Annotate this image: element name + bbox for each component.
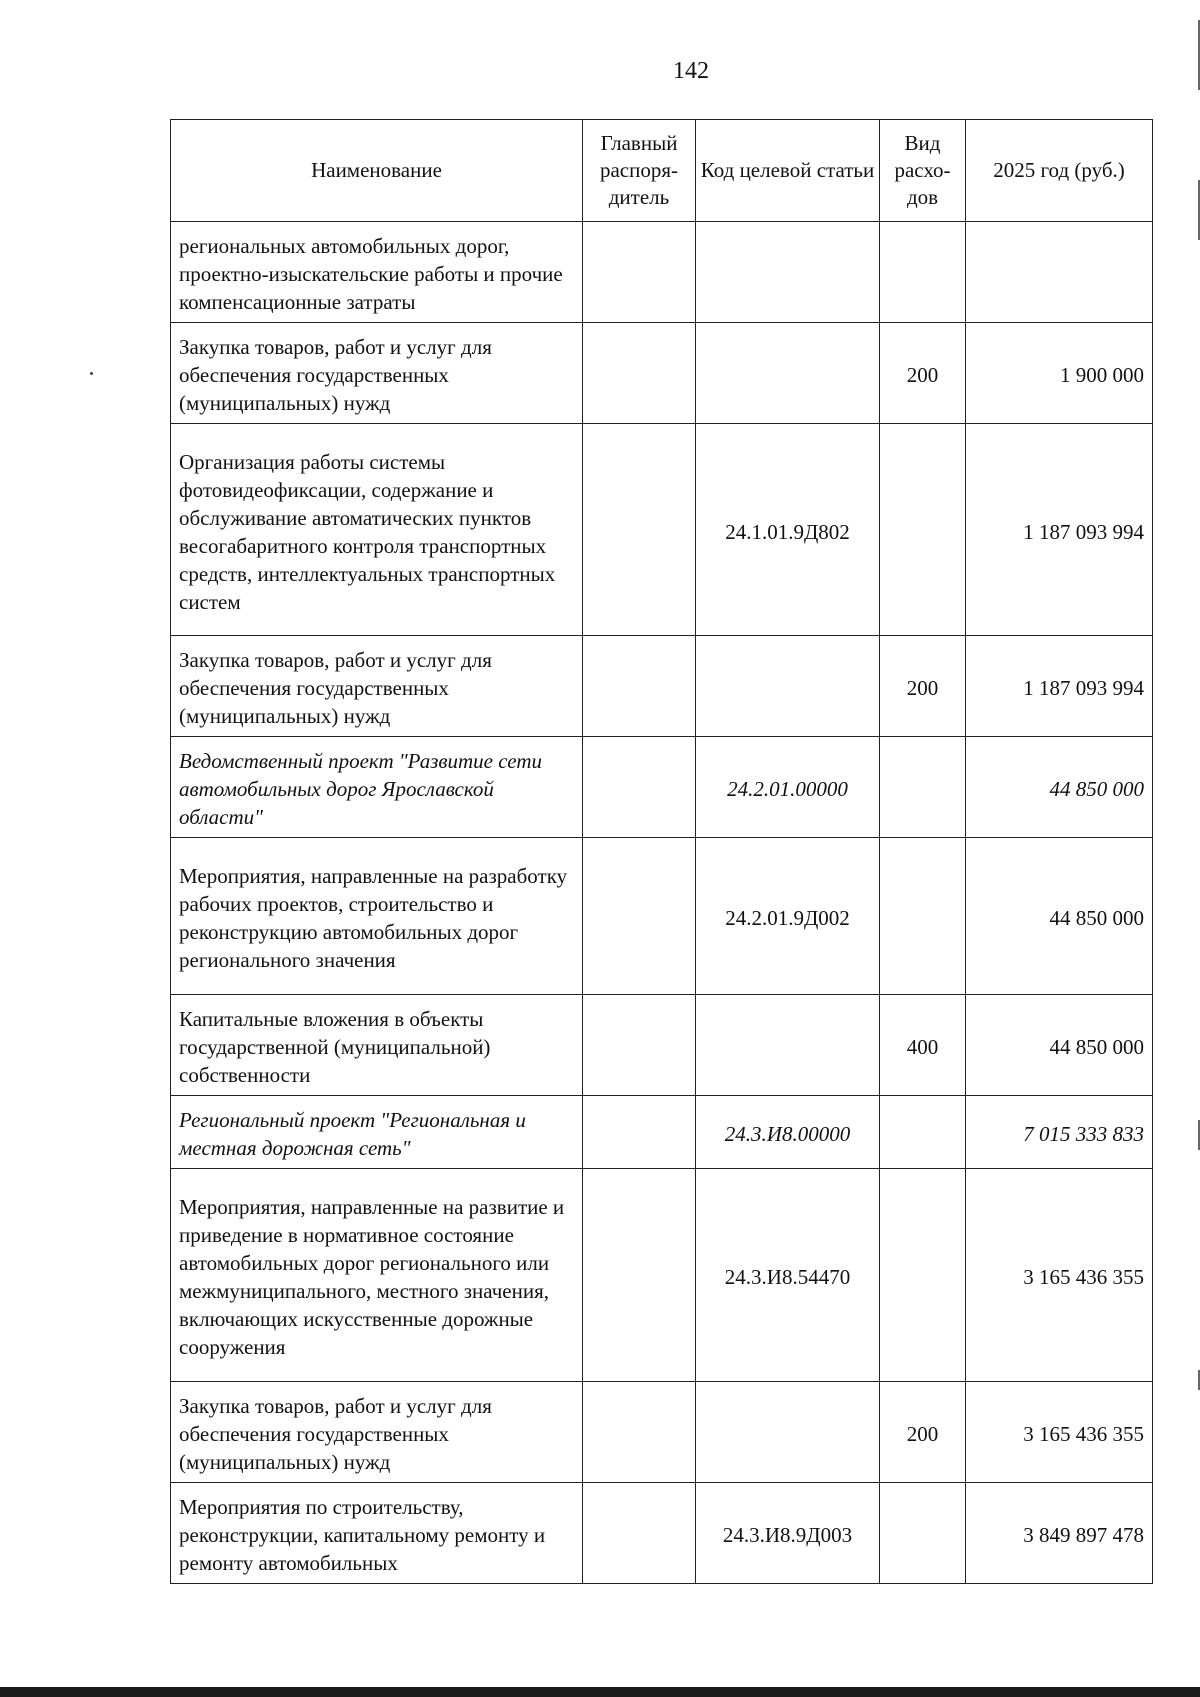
table-row <box>171 737 1153 838</box>
cell-code: 24.3.И8.00000 <box>696 1096 880 1169</box>
table-row <box>171 1382 1153 1483</box>
table-row <box>171 1096 1153 1169</box>
table-row <box>171 636 1153 737</box>
cell-name: Мероприятия, направленные на развитие и приведение в нормативное состояние автомобильных дорог регионального или межмуниципального, местного значения, включающих искусственные дорожные сооружения <box>171 1169 583 1382</box>
cell-name: Мероприятия, направленные на разработку рабочих проектов, строительство и реконструкцию автомобильных дорог регионального значения <box>171 838 583 995</box>
cell-code <box>696 636 880 737</box>
cell-main <box>583 1169 696 1382</box>
table-row <box>171 323 1153 424</box>
table-row <box>171 424 1153 636</box>
cell-name: Организация работы системы фотовидеофиксации, содержание и обслуживание автоматических пунктов весогабаритного контроля транспортных средств, интеллектуальных транспортных систем <box>171 424 583 636</box>
cell-code: 24.1.01.9Д802 <box>696 424 880 636</box>
cell-amount: 3 165 436 355 <box>966 1169 1153 1382</box>
cell-amount <box>966 222 1153 323</box>
cell-main <box>583 737 696 838</box>
header-target-code: Код целевой статьи <box>696 120 880 222</box>
cell-amount: 1 187 093 994 <box>966 636 1153 737</box>
scan-speck <box>90 372 93 375</box>
table-row <box>171 1169 1153 1382</box>
cell-code: 24.3.И8.54470 <box>696 1169 880 1382</box>
cell-kind <box>880 1483 966 1584</box>
cell-main <box>583 1382 696 1483</box>
cell-main <box>583 1096 696 1169</box>
cell-code: 24.2.01.9Д002 <box>696 838 880 995</box>
cell-kind <box>880 1096 966 1169</box>
cell-kind: 200 <box>880 1382 966 1483</box>
cell-name: Закупка товаров, работ и услуг для обеспечения государственных (муниципальных) нужд <box>171 636 583 737</box>
page-number: 142 <box>673 58 709 84</box>
cell-code: 24.2.01.00000 <box>696 737 880 838</box>
cell-kind <box>880 838 966 995</box>
cell-code <box>696 323 880 424</box>
cell-name: Закупка товаров, работ и услуг для обеспечения государственных (муниципальных) нужд <box>171 323 583 424</box>
cell-main <box>583 636 696 737</box>
cell-amount: 7 015 333 833 <box>966 1096 1153 1169</box>
cell-name: Мероприятия по строительству, реконструкции, капитальному ремонту и ремонту автомобильных <box>171 1483 583 1584</box>
cell-code: 24.3.И8.9Д003 <box>696 1483 880 1584</box>
cell-kind: 200 <box>880 323 966 424</box>
cell-main <box>583 424 696 636</box>
cell-code <box>696 222 880 323</box>
cell-amount: 3 165 436 355 <box>966 1382 1153 1483</box>
scan-bottom-edge <box>0 1687 1200 1697</box>
cell-main <box>583 838 696 995</box>
cell-code <box>696 1382 880 1483</box>
cell-name: Закупка товаров, работ и услуг для обеспечения государственных (муниципальных) нужд <box>171 1382 583 1483</box>
cell-kind <box>880 737 966 838</box>
table-row <box>171 1483 1153 1584</box>
budget-table <box>170 119 1153 1584</box>
cell-name: Капитальные вложения в объекты государственной (муниципальной) собственности <box>171 995 583 1096</box>
cell-main <box>583 222 696 323</box>
cell-name: Региональный проект "Региональная и местная дорожная сеть" <box>171 1096 583 1169</box>
cell-kind <box>880 1169 966 1382</box>
header-name: Наименование <box>171 120 583 222</box>
cell-main <box>583 323 696 424</box>
cell-name: региональных автомобильных дорог, проектно-изыскательские работы и прочие компенсационные затраты <box>171 222 583 323</box>
cell-amount: 44 850 000 <box>966 995 1153 1096</box>
cell-amount: 1 900 000 <box>966 323 1153 424</box>
cell-kind <box>880 222 966 323</box>
cell-name: Ведомственный проект "Развитие сети автомобильных дорог Ярославской области" <box>171 737 583 838</box>
header-main-manager: Главный распоря-дитель <box>583 120 696 222</box>
cell-amount: 44 850 000 <box>966 737 1153 838</box>
cell-main <box>583 995 696 1096</box>
cell-code <box>696 995 880 1096</box>
cell-main <box>583 1483 696 1584</box>
header-year-amount: 2025 год (руб.) <box>966 120 1153 222</box>
table-row <box>171 838 1153 995</box>
table-header-row <box>171 120 1153 222</box>
cell-amount: 3 849 897 478 <box>966 1483 1153 1584</box>
cell-amount: 44 850 000 <box>966 838 1153 995</box>
cell-kind: 200 <box>880 636 966 737</box>
cell-kind <box>880 424 966 636</box>
cell-kind: 400 <box>880 995 966 1096</box>
table-row <box>171 222 1153 323</box>
table-row <box>171 995 1153 1096</box>
header-expense-type: Вид расхо-дов <box>880 120 966 222</box>
cell-amount: 1 187 093 994 <box>966 424 1153 636</box>
